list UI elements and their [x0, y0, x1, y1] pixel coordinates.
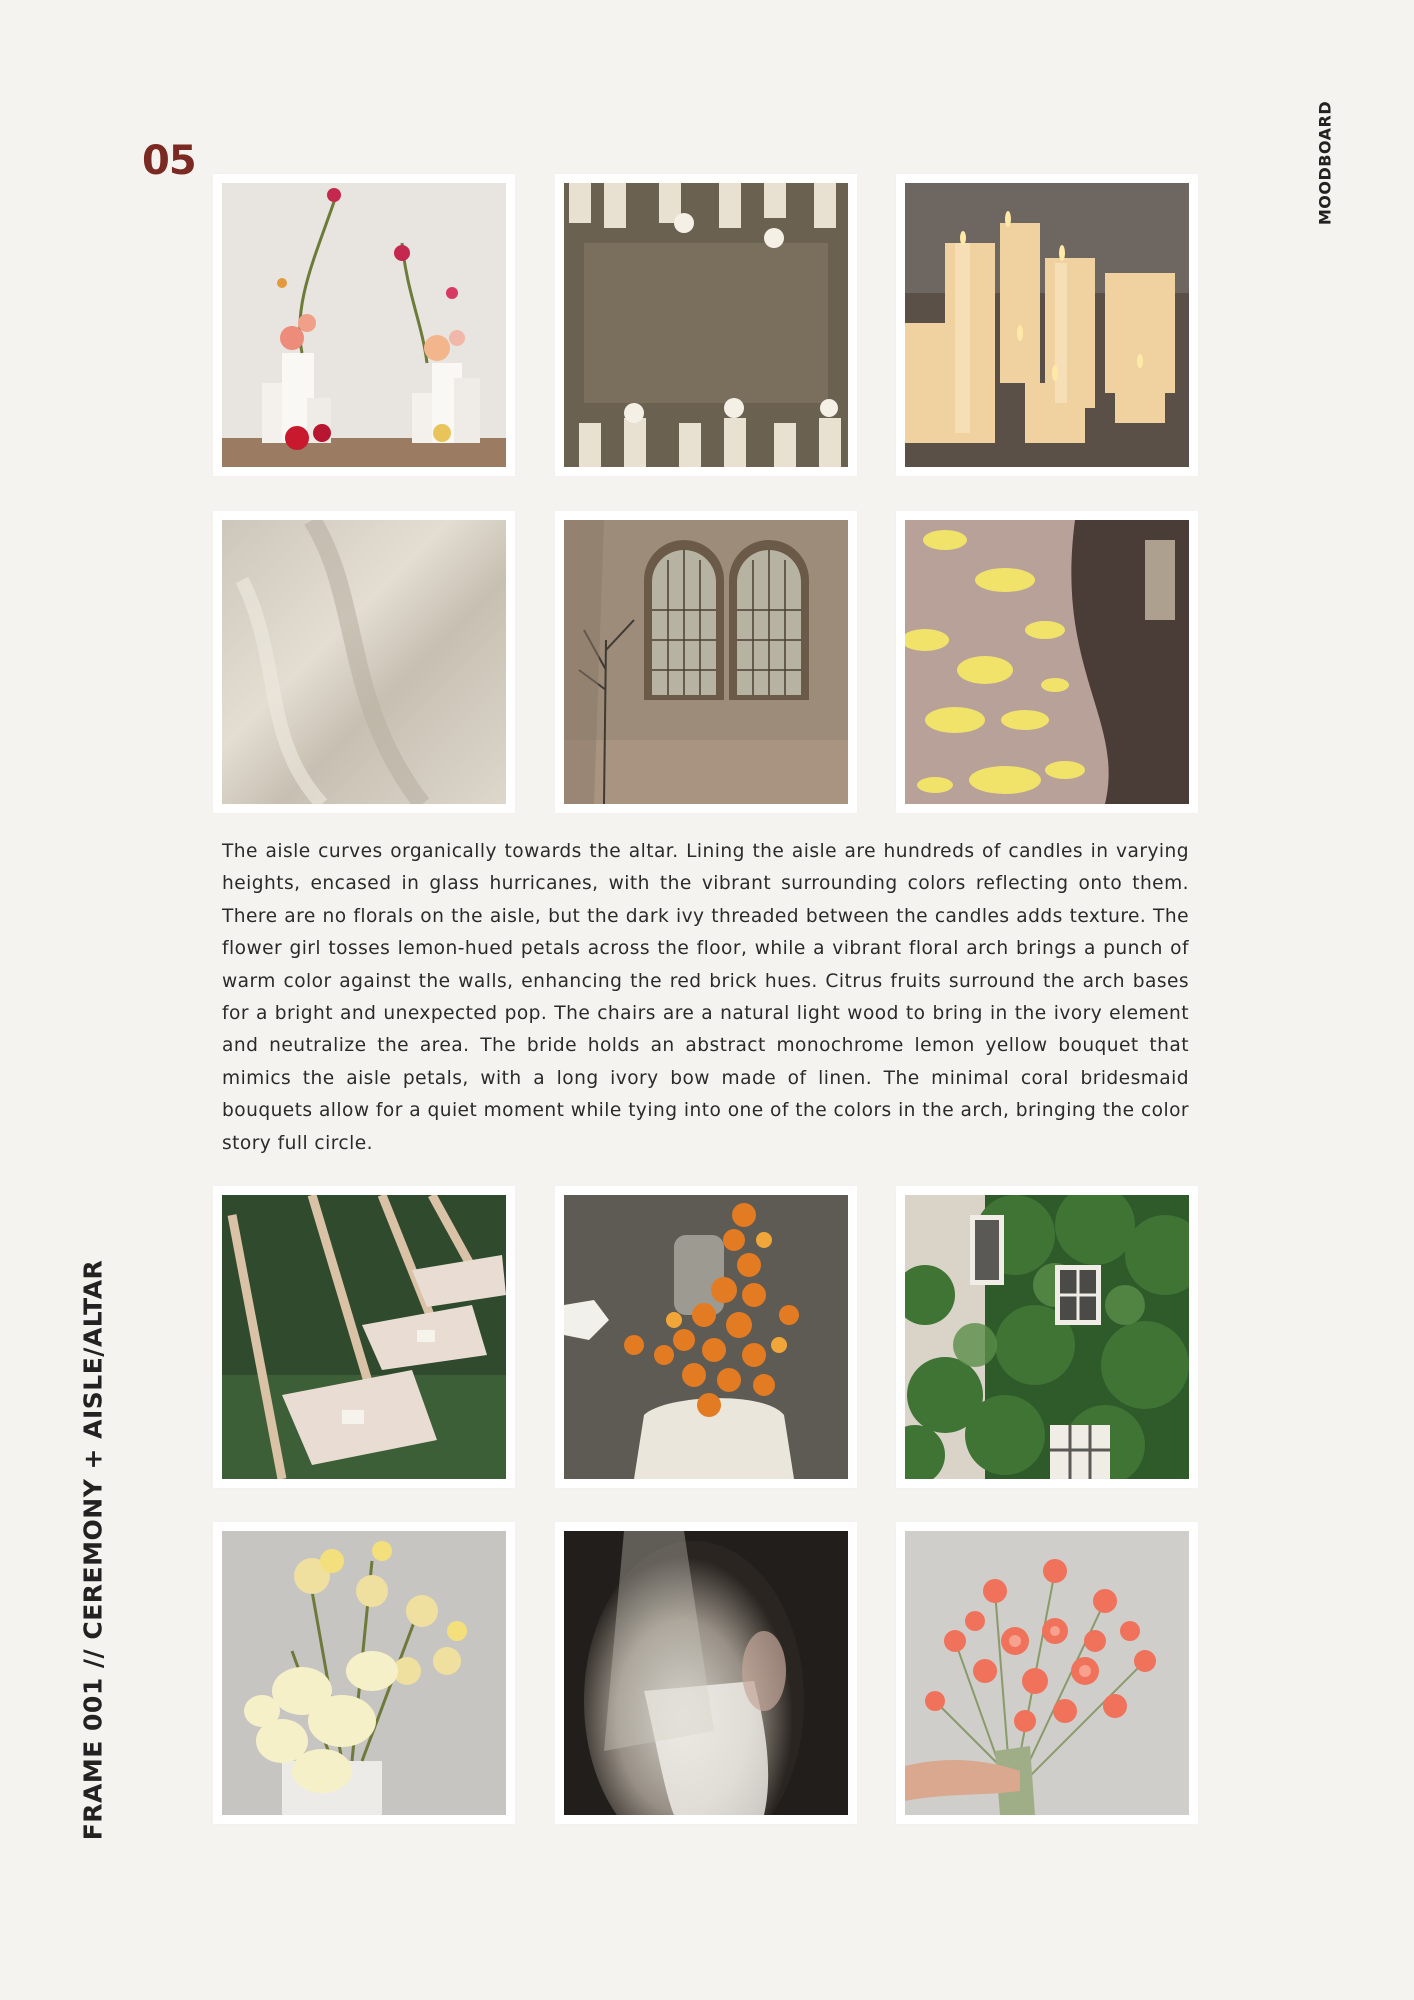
arched-windows-photo: [564, 520, 848, 804]
photo-frame: [896, 1522, 1198, 1824]
photo-frame: [896, 1186, 1198, 1488]
photo-frame: [555, 511, 857, 813]
frame-label-text: FRAME 001 // CEREMONY + AISLE/ALTAR: [78, 1259, 108, 1841]
photo-frame: [896, 511, 1198, 813]
yellow-petals-floor-photo: [905, 520, 1189, 804]
photo-frame: [213, 511, 515, 813]
linen-fabric-photo: [222, 520, 506, 804]
moodboard-label: [1313, 102, 1337, 224]
wooden-folding-chairs-photo: [222, 1195, 506, 1479]
pillar-candles-photo: [905, 183, 1189, 467]
photo-frame: [555, 174, 857, 476]
photo-frame: [213, 174, 515, 476]
page-number: 05: [142, 138, 196, 184]
photo-frame: [213, 1186, 515, 1488]
photo-frame: [555, 1522, 857, 1824]
bride-veil-photo: [564, 1531, 848, 1815]
aisle-chairs-overhead-photo: [564, 183, 848, 467]
frame-label: [76, 1259, 110, 1841]
moodboard-label-text: MOODBOARD: [1315, 100, 1335, 226]
ivy-covered-building-photo: [905, 1195, 1189, 1479]
citrus-display-photo: [564, 1195, 848, 1479]
photo-frame: [555, 1186, 857, 1488]
coral-poppy-bouquet-photo: [905, 1531, 1189, 1815]
floral-pedestal-arrangements-photo: [222, 183, 506, 467]
photo-frame: [213, 1522, 515, 1824]
photo-frame: [896, 174, 1198, 476]
yellow-bridal-bouquet-photo: [222, 1531, 506, 1815]
description-paragraph: The aisle curves organically towards the altar. Lining the aisle are hundreds of candles in varying heights, encased in glass hurricanes, with the vibrant surrounding colors reflecting onto them. There are no florals on the aisle, but the dark ivy threaded between the candles adds texture. The flower girl tosses lemon-hued petals across the floor, while a vibrant floral arch brings a punch of warm color against the walls, enhancing the red brick hues. Citrus fruits surround the arch bases for a bright and unexpected pop. The chairs are a natural light wood to bring in the ivory element and neutralize the area. The bride holds an abstract monochrome lemon yellow bouquet that mimics the aisle petals, with a long ivory bow made of linen. The minimal coral bridesmaid bouquets allow for a quiet moment while tying into one of the colors in the arch, bringing the color story full circle.: [222, 841, 1189, 1154]
